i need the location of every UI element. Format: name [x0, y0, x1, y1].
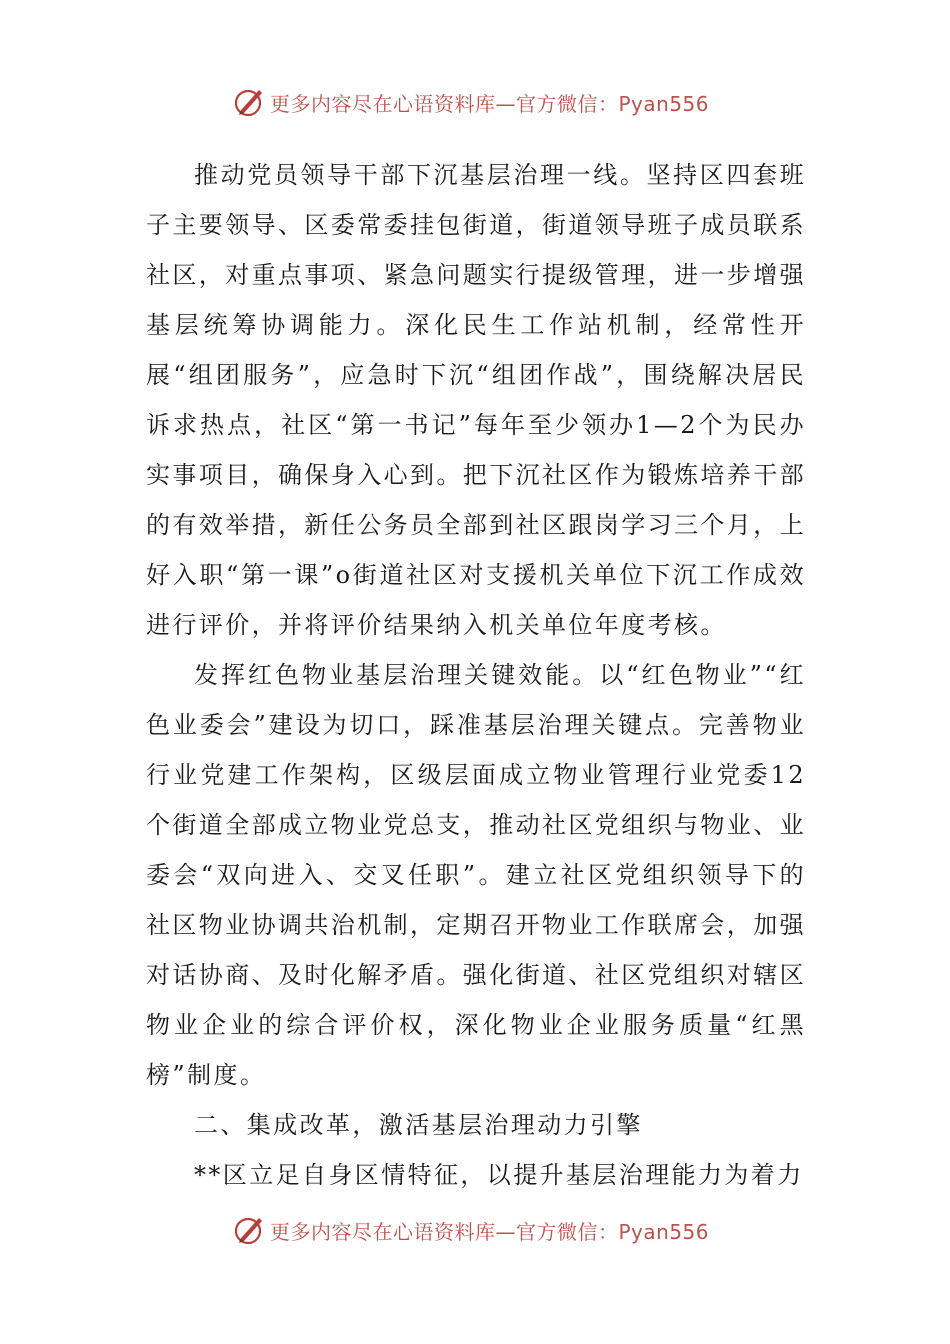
pen-logo-icon	[232, 1213, 266, 1247]
watermark-text: 更多内容尽在心语资料库—官方微信：Pyan556	[270, 91, 710, 116]
paragraph: 推动党员领导干部下沉基层治理一线。坚持区四套班子主要领导、区委常委挂包街道，街道领导班子成员联系社区，对重点事项、紧急问题实行提级管理，进一步增强基层统筹协调能力。深化民生工作站机制，经常性开展“组团服务”，应急时下沉“组团作战”，围绕解决居民诉求热点，社区“第一书记”每年至少领办1—2个为民办实事项目，确保身入心到。把下沉社区作为锻炼培养干部的有效举措，新任公务员全部到社区跟岗学习三个月，上好入职“第一课”o街道社区对支援机关单位下沉工作成效进行评价，并将评价结果纳入机关单位年度考核。	[146, 161, 806, 639]
paragraph: 发挥红色物业基层治理关键效能。以“红色物业”“红色业委会”建设为切口，踩准基层治理关键点。完善物业行业党建工作架构，区级层面成立物业管理行业党委12个街道全部成立物业党总支，推动社区党组织与物业、业委会“双向进入、交叉任职”。建立社区党组织领导下的社区物业协调共治机制，定期召开物业工作联席会，加强对话协商、及时化解矛盾。强化街道、社区党组织对辖区物业企业的综合评价权，深化物业企业服务质量“红黑榜”制度。	[146, 661, 806, 1089]
paragraph: **区立足自身区情特征，以提升基层治理能力为着力	[194, 1161, 804, 1189]
section-heading: 二、集成改革，激活基层治理动力引擎	[194, 1111, 643, 1139]
header-watermark	[232, 82, 709, 122]
document-body	[146, 150, 806, 1200]
pen-logo-icon	[232, 85, 266, 119]
footer-watermark	[232, 1210, 709, 1250]
watermark-text: 更多内容尽在心语资料库—官方微信：Pyan556	[270, 1219, 710, 1244]
